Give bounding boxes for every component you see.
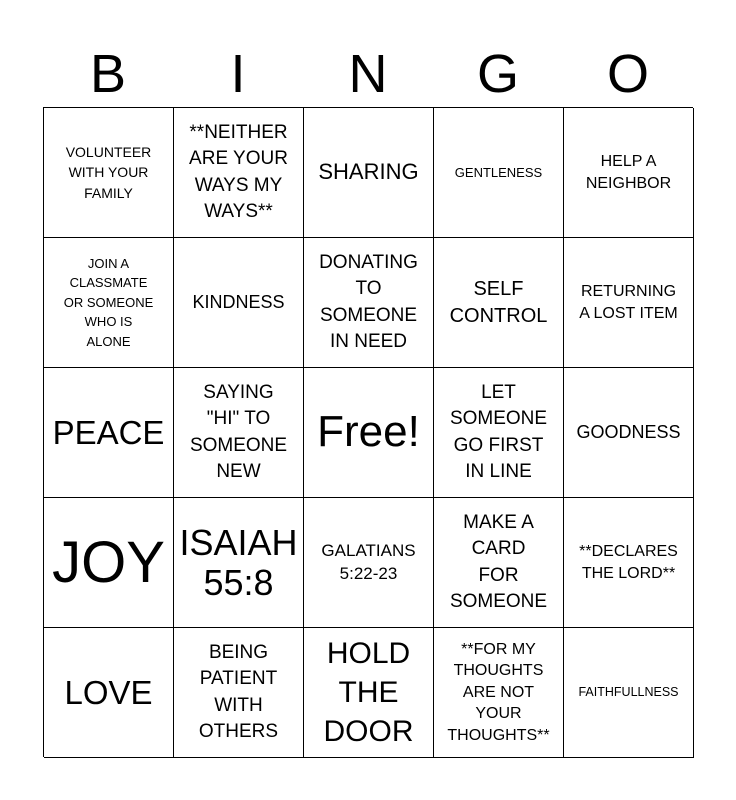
bingo-cell[interactable] bbox=[434, 108, 564, 238]
bingo-cell[interactable] bbox=[304, 498, 434, 628]
cell-text: **NEITHER ARE YOUR WAYS MY WAYS** bbox=[189, 122, 288, 222]
cell-text: LET SOMEONE GO FIRST IN LINE bbox=[449, 382, 548, 482]
cell-text: LOVE bbox=[64, 673, 153, 711]
bingo-cell[interactable] bbox=[174, 368, 304, 498]
bingo-cell[interactable] bbox=[564, 368, 694, 498]
cell-text: HELP A NEIGHBOR bbox=[585, 152, 672, 192]
cell-text: ISAIAH 55:8 bbox=[179, 521, 298, 603]
cell-text: SHARING bbox=[318, 159, 419, 185]
bingo-cell[interactable] bbox=[564, 238, 694, 368]
free-space[interactable] bbox=[304, 368, 434, 498]
header-letter-g: G bbox=[476, 44, 519, 104]
bingo-cell[interactable] bbox=[304, 628, 434, 758]
cell-text: GALATIANS 5:22-23 bbox=[321, 541, 416, 583]
bingo-cell[interactable] bbox=[44, 238, 174, 368]
cell-text: JOIN A CLASSMATE OR SOMEONE WHO IS ALONE bbox=[63, 255, 154, 349]
bingo-cell[interactable] bbox=[174, 108, 304, 238]
cell-text: MAKE A CARD FOR SOMEONE bbox=[449, 512, 548, 612]
cell-text: HOLD THE DOOR bbox=[323, 637, 414, 748]
bingo-cell[interactable] bbox=[44, 108, 174, 238]
bingo-cell[interactable] bbox=[174, 238, 304, 368]
bingo-cell[interactable] bbox=[564, 108, 694, 238]
cell-text: Free! bbox=[317, 407, 420, 457]
header-letter-n: N bbox=[348, 44, 388, 104]
cell-text: **DECLARES THE LORD** bbox=[579, 542, 678, 582]
header-letter-b: B bbox=[89, 44, 127, 104]
cell-text: FAITHFULLNESS bbox=[578, 685, 679, 700]
header-letter-i: I bbox=[230, 44, 246, 104]
cell-text: JOY bbox=[52, 529, 165, 595]
bingo-cell[interactable] bbox=[304, 238, 434, 368]
bingo-cell[interactable] bbox=[44, 368, 174, 498]
bingo-header bbox=[43, 40, 693, 108]
cell-text: GOODNESS bbox=[576, 421, 681, 442]
bingo-cell[interactable] bbox=[434, 498, 564, 628]
bingo-cell[interactable] bbox=[44, 498, 174, 628]
cell-text: GENTLENESS bbox=[454, 164, 543, 180]
cell-text: PEACE bbox=[52, 413, 165, 451]
bingo-cell[interactable] bbox=[174, 498, 304, 628]
header-letter-o: O bbox=[606, 44, 649, 104]
bingo-cell[interactable] bbox=[434, 628, 564, 758]
bingo-cell[interactable] bbox=[564, 498, 694, 628]
cell-text: DONATING TO SOMEONE IN NEED bbox=[319, 252, 418, 352]
cell-text: VOLUNTEER WITH YOUR FAMILY bbox=[65, 144, 152, 201]
bingo-cell[interactable] bbox=[434, 238, 564, 368]
bingo-grid bbox=[43, 107, 693, 757]
cell-text: SAYING "HI" TO SOMEONE NEW bbox=[189, 382, 288, 482]
bingo-cell[interactable] bbox=[434, 368, 564, 498]
cell-text: KINDNESS bbox=[192, 291, 285, 312]
bingo-cell[interactable] bbox=[564, 628, 694, 758]
bingo-cell[interactable] bbox=[304, 108, 434, 238]
cell-text: BEING PATIENT WITH OTHERS bbox=[198, 642, 279, 742]
cell-text: SELF CONTROL bbox=[449, 278, 548, 327]
cell-text: RETURNING A LOST ITEM bbox=[579, 282, 678, 322]
bingo-cell[interactable] bbox=[44, 628, 174, 758]
bingo-cell[interactable] bbox=[174, 628, 304, 758]
cell-text: **FOR MY THOUGHTS ARE NOT YOUR THOUGHTS** bbox=[447, 640, 550, 744]
